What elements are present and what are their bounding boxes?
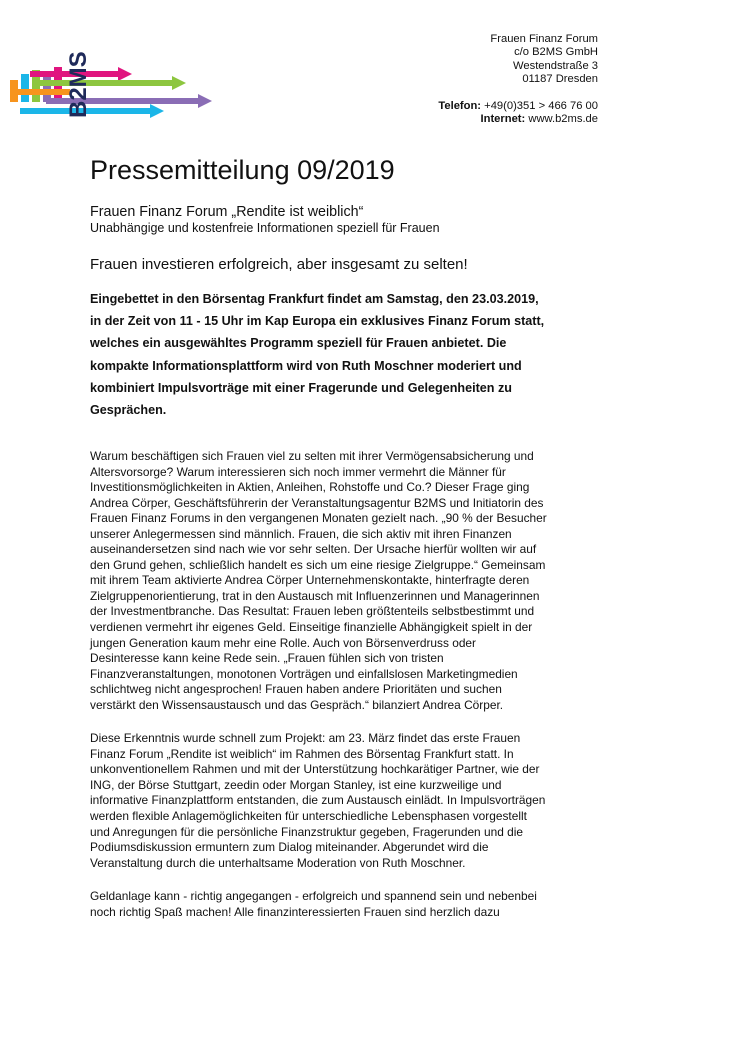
logo-text: B2MS xyxy=(65,51,92,118)
body-paragraph-1 xyxy=(90,449,610,713)
body-line: mit ihrem Team aktivierte Andrea Cörper Unternehmenskontakte, hinterfragte deren xyxy=(90,573,530,588)
body-line: ING, der Börse Stuttgart, zeedin oder Morgan Stanley, ist eine kurzweilige und xyxy=(90,777,502,792)
body-paragraph-2 xyxy=(90,731,610,871)
body-line: Zielgruppenorientierung, trat in den Austausch mit Influenzerinnen und Managerinnen xyxy=(90,588,540,603)
body-line: Finanz Forum „Rendite ist weiblich“ im Rahmen des Börsentag Frankfurt statt. In xyxy=(90,746,514,761)
body-line: verdienen vermehrt ihr eigenes Geld. Einseitige finanzielle Abhängigkeit spielt in der xyxy=(90,620,533,635)
body-line: Andrea Cörper, Geschäftsführerin der Veranstaltungsagentur B2MS und Initiatorin des xyxy=(90,495,544,510)
body-line: der Investmentbranche. Das Resultat: Frauen leben größtenteils selbstbestimmt und xyxy=(90,604,535,619)
body-line: verstärkt den Wissensaustausch und das Gespräch.“ bilanziert Andrea Cörper. xyxy=(90,697,504,712)
body-line: Veranstaltung durch die unterhaltsame Moderation von Ruth Moschner. xyxy=(90,855,466,870)
subtitle: Frauen Finanz Forum „Rendite ist weiblich“ xyxy=(90,204,364,220)
body-line: Warum beschäftigen sich Frauen viel zu selten mit ihrer Vermögensabsicherung und xyxy=(90,449,534,463)
web-line xyxy=(380,113,598,126)
body-line: jungen Generation kaum mehr eine Rolle. Auch von Börsenverdruss oder xyxy=(90,635,477,650)
body-line: Desinteresse kann keine Rede sein. „Frauen fühlen sich von tristen xyxy=(90,651,444,666)
address-line-3: Westendstraße 3 xyxy=(513,59,598,72)
lead-line: Eingebettet in den Börsentag Frankfurt findet am Samstag, den 23.03.2019, xyxy=(90,292,539,306)
body-text xyxy=(90,449,610,938)
body-line: schlichtweg nicht angesprochen! Frauen haben andere Prioritäten und suchen xyxy=(90,682,502,697)
address-line-2: c/o B2MS GmbH xyxy=(514,46,598,59)
web-value[interactable]: www.b2ms.de xyxy=(528,113,598,126)
body-line: Investitionsmöglichkeiten in Aktien, Anleihen, Rohstoffe und Co.? Dieser Frage ging xyxy=(90,480,530,495)
phone-line xyxy=(380,100,598,113)
body-line: unkonventionellem Rahmen und mit der Unterstützung hochkarätiger Partner, wie der xyxy=(90,762,540,777)
body-line: den Grund gehen, schließlich handelt es sich um eine riesige Zielgruppe.“ Gemeinsam xyxy=(90,557,546,572)
lead-paragraph xyxy=(90,288,610,421)
body-line: Finanzveranstaltungen, monotonen Vorträgen und einfallslosen Marketingmedien xyxy=(90,666,518,681)
lead-line: kombiniert Impulsvorträge mit einer Fragerunde und Gelegenheiten zu xyxy=(90,380,512,395)
body-line: Altersvorsorge? Warum interessieren sich noch immer vermehrt die Männer für xyxy=(90,464,506,479)
body-line: werden flexible Anlagemöglichkeiten für unterschiedliche Lebensphasen vorgestellt xyxy=(90,809,527,824)
page-title: Pressemitteilung 09/2019 xyxy=(90,155,395,185)
body-line: Geldanlage kann - richtig angegangen - erfolgreich und spannend sein und nebenbei xyxy=(90,889,537,904)
address-block xyxy=(380,33,598,127)
b2ms-logo xyxy=(10,40,216,124)
body-line: informative Finanzplattform entstanden, die zum Austausch einlädt. In Impulsvorträgen xyxy=(90,793,546,808)
body-line: Frauen Finanz Forums in den vergangenen Monaten gezielt nach. „90 % der Besucher xyxy=(90,511,547,526)
body-line: noch richtig Spaß machen! Alle finanzinteressierten Frauen sind herzlich dazu xyxy=(90,904,500,919)
body-line: und Anregungen für die persönliche Finanzstruktur gegeben, Fragerunden und die xyxy=(90,824,523,839)
address-line-1: Frauen Finanz Forum xyxy=(490,33,598,45)
phone-value: +49(0)351 > 466 76 00 xyxy=(484,100,598,113)
lead-line: in der Zeit von 11 - 15 Uhr im Kap Europa ein exklusives Finanz Forum statt, xyxy=(90,314,545,329)
body-line: Diese Erkenntnis wurde schnell zum Projekt: am 23. März findet das erste Frauen xyxy=(90,731,521,746)
lead-line: welches ein ausgewähltes Programm speziell für Frauen anbietet. Die xyxy=(90,336,507,351)
body-paragraph-3 xyxy=(90,889,610,920)
headline: Frauen investieren erfolgreich, aber insgesamt zu selten! xyxy=(90,256,468,273)
lead-line: kompakte Informationsplattform wird von Ruth Moschner moderiert und xyxy=(90,358,522,373)
body-line: unserer Anlegermessen sind männlich. Frauen, die sich aktiv mit ihren Finanzen xyxy=(90,526,512,541)
subline: Unabhängige und kostenfreie Informationen speziell für Frauen xyxy=(90,221,440,235)
phone-label: Telefon: xyxy=(438,100,482,113)
b2ms-arrows-logo-icon xyxy=(10,40,216,124)
web-label: Internet: xyxy=(480,113,526,126)
lead-line: Gesprächen. xyxy=(90,403,167,418)
body-line: Podiumsdiskussion ermuntern zum Dialog miteinander. Abgerundet wird die xyxy=(90,840,489,855)
body-line: auseinandersetzen sind nach wie vor sehr selten. Der Ursache hierfür wollten wir auf xyxy=(90,542,537,557)
address-line-4: 01187 Dresden xyxy=(522,72,598,85)
